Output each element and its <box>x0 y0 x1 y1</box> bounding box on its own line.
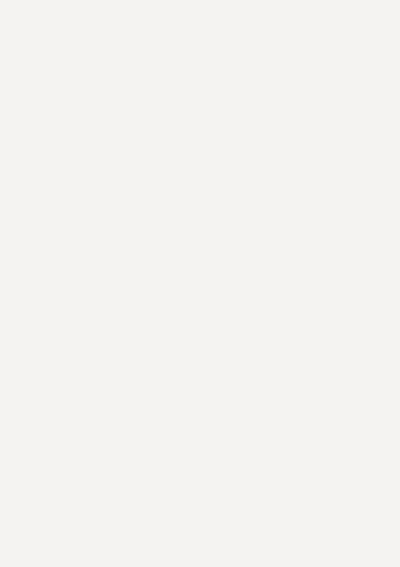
text-column <box>315 301 334 539</box>
text-column <box>61 33 80 271</box>
text-column <box>198 33 217 271</box>
text-column <box>100 301 119 539</box>
text-column <box>159 33 178 271</box>
text-column <box>315 33 334 271</box>
text-column <box>237 301 256 539</box>
section-heading <box>178 301 197 539</box>
text-column <box>139 301 158 539</box>
section-heading <box>61 301 80 539</box>
text-column <box>42 33 61 271</box>
text-column <box>42 301 61 539</box>
text-column <box>100 33 119 271</box>
text-column <box>295 33 314 271</box>
text-column <box>178 33 197 271</box>
text-column <box>217 33 236 271</box>
column-gap <box>198 301 217 539</box>
text-column <box>22 301 41 539</box>
text-column <box>159 301 178 539</box>
lower-text-block <box>28 301 372 539</box>
text-column <box>354 33 373 271</box>
text-column <box>334 33 353 271</box>
text-column <box>22 33 41 271</box>
text-column <box>139 33 158 271</box>
text-column <box>120 33 139 271</box>
upper-text-block <box>28 33 372 271</box>
column-gap <box>81 301 100 539</box>
text-column <box>256 301 275 539</box>
text-column <box>334 301 353 539</box>
text-column <box>276 301 295 539</box>
text-column <box>256 33 275 271</box>
text-column <box>237 33 256 271</box>
text-column <box>81 33 100 271</box>
text-column <box>120 301 139 539</box>
text-column <box>217 301 236 539</box>
text-column <box>276 33 295 271</box>
text-column <box>295 301 314 539</box>
text-column <box>354 301 373 539</box>
